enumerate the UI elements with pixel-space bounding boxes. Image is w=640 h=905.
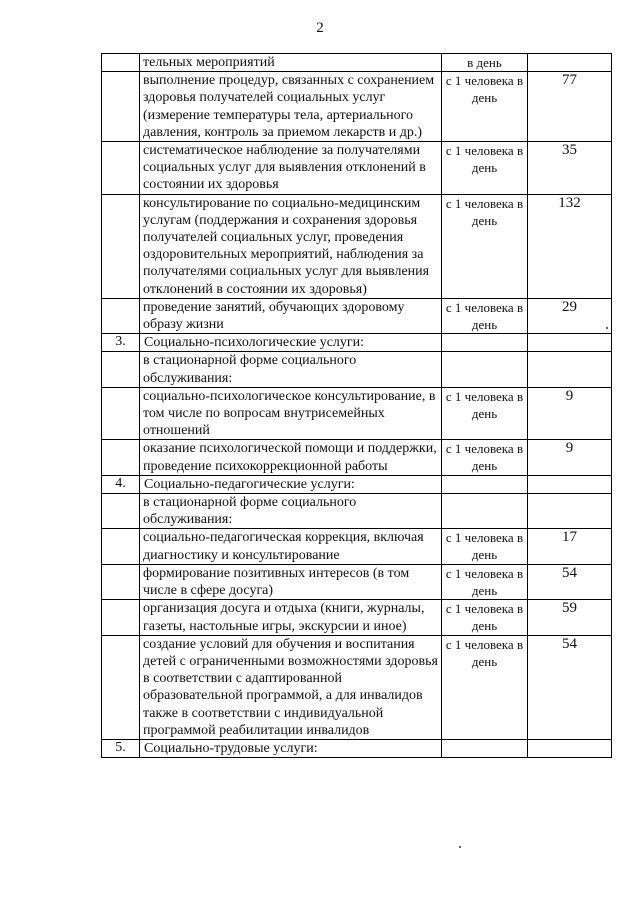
service-value: 54 [528,635,612,739]
service-name: оказание психологической помощи и поддержки, проведение психокоррекционной работы [140,440,442,475]
section-title: Социально-педагогические услуги: [140,475,442,493]
service-value: 29 [528,298,612,333]
section-row [102,475,612,493]
row-number [102,352,140,387]
service-unit [442,352,528,387]
scan-speck [606,327,608,329]
section-number: 3. [102,334,140,352]
row-number [102,72,140,142]
service-unit: в день [442,54,528,72]
service-unit [442,494,528,529]
table-row [102,142,612,195]
service-name: выполнение процедур, связанных с сохранением здоровья получателей социальных услуг (измерение температуры тела, артериального давления, контроль за приемом лекарств и др.) [140,72,442,142]
service-value [528,494,612,529]
section-title: Социально-психологические услуги: [140,334,442,352]
services-table [101,53,612,758]
service-name: проведение занятий, обучающих здоровому образу жизни [140,298,442,333]
row-number [102,440,140,475]
section-number: 4. [102,475,140,493]
service-unit: с 1 человека в день [442,142,528,195]
row-number [102,142,140,195]
table-row [102,194,612,298]
row-number [102,529,140,564]
section-number: 5. [102,739,140,757]
service-unit: с 1 человека в день [442,387,528,440]
service-unit [442,475,528,493]
service-unit: с 1 человека в день [442,298,528,333]
service-unit: с 1 человека в день [442,440,528,475]
service-value [528,54,612,72]
service-name: систематическое наблюдение за получателями социальных услуг для выявления отклонений в состоянии их здоровья [140,142,442,195]
subsection-title: в стационарной форме социального обслуживания: [140,352,442,387]
service-name: тельных мероприятий [140,54,442,72]
table-row [102,440,612,475]
service-unit: с 1 человека в день [442,600,528,635]
service-value: 35 [528,142,612,195]
service-value: 77 [528,72,612,142]
row-number [102,635,140,739]
service-unit: с 1 человека в день [442,564,528,599]
section-row [102,739,612,757]
section-row [102,334,612,352]
service-unit: с 1 человека в день [442,529,528,564]
page-number: 2 [316,20,324,36]
service-value: 17 [528,529,612,564]
table-row [102,72,612,142]
service-unit: с 1 человека в день [442,72,528,142]
service-name: создание условий для обучения и воспитания детей с ограниченными возможностями здоровья в соответствии с адаптированной образовательной программой, а для инвалидов также в соответствии с индивидуальной программой реабилитации инвалидов [140,635,442,739]
service-value: 59 [528,600,612,635]
service-value: 132 [528,194,612,298]
service-value [528,334,612,352]
service-value [528,739,612,757]
subsection-title: в стационарной форме социального обслуживания: [140,494,442,529]
service-value [528,352,612,387]
row-number [102,194,140,298]
service-name: социально-психологическое консультирование, в том числе по вопросам внутрисемейных отношений [140,387,442,440]
table-row [102,600,612,635]
service-value: 54 [528,564,612,599]
row-number [102,494,140,529]
row-number [102,298,140,333]
table-row [102,635,612,739]
table-row [102,298,612,333]
service-unit: с 1 человека в день [442,635,528,739]
table-row [102,564,612,599]
service-unit: с 1 человека в день [442,194,528,298]
subsection-row [102,494,612,529]
row-number [102,564,140,599]
row-number [102,54,140,72]
service-unit [442,334,528,352]
service-value: 9 [528,440,612,475]
service-name: формирование позитивных интересов (в том числе в сфере досуга) [140,564,442,599]
service-value [528,475,612,493]
row-number [102,600,140,635]
section-title: Социально-трудовые услуги: [140,739,442,757]
service-unit [442,739,528,757]
service-name: социально-педагогическая коррекция, включая диагностику и консультирование [140,529,442,564]
row-number [102,387,140,440]
table-row [102,54,612,72]
service-name: организация досуга и отдыха (книги, журналы, газеты, настольные игры, экскурсии и иное) [140,600,442,635]
table-row [102,387,612,440]
service-value: 9 [528,387,612,440]
table-row [102,529,612,564]
service-name: консультирование по социально-медицинским услугам (поддержания и сохранения здоровья получателей социальных услуг, проведения оздоровительных мероприятий, наблюдения за получателями социальных услуг для выявления отклонений в состоянии их здоровья) [140,194,442,298]
subsection-row [102,352,612,387]
scan-speck [459,846,461,848]
